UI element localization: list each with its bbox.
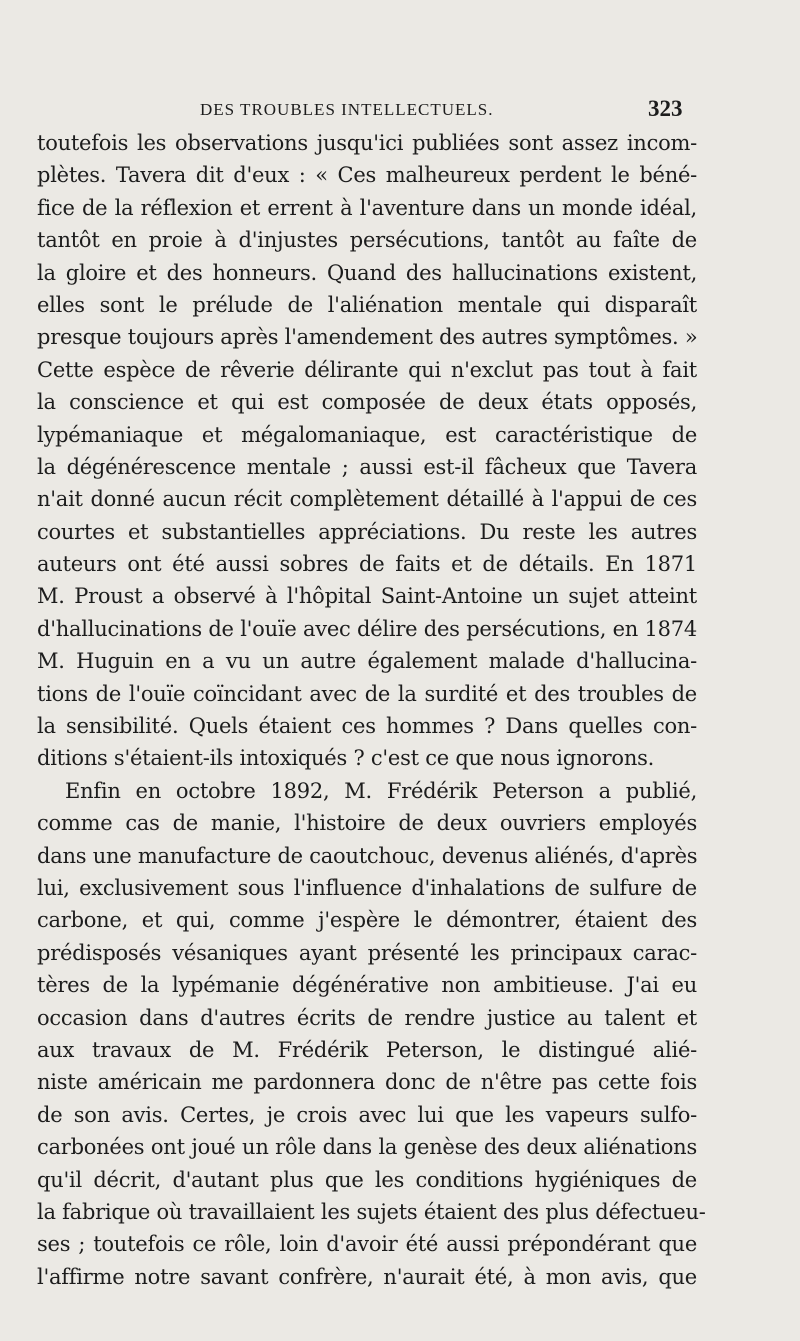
text-line: Cette espèce de rêverie délirante qui n'exclut pas tout à fait xyxy=(37,357,697,382)
text-line: la sensibilité. Quels étaient ces hommes ? Dans quelles con- xyxy=(37,714,697,739)
text-line: ses ; toutefois ce rôle, loin d'avoir été aussi prépondérant que xyxy=(37,1232,697,1257)
text-line: auteurs ont été aussi sobres de faits et de détails. En 1871 xyxy=(37,552,697,577)
text-line: niste américain me pardonnera donc de n'être pas cette fois xyxy=(37,1070,697,1095)
text-line: M. Proust a observé à l'hôpital Saint-Antoine un sujet atteint xyxy=(37,584,697,609)
text-line: toutefois les observations jusqu'ici publiées sont assez incom- xyxy=(37,131,697,155)
text-line: Enfin en octobre 1892, M. Frédérik Peterson a publié, xyxy=(65,778,697,803)
text-line: dans une manufacture de caoutchouc, devenus aliénés, d'après xyxy=(37,843,698,868)
text-line: occasion dans d'autres écrits de rendre justice au talent et xyxy=(37,1005,697,1030)
text-line: l'affirme notre savant confrère, n'aurait été, à mon avis, que xyxy=(37,1264,697,1289)
text-line: carbonées ont joué un rôle dans la genèse des deux aliénations xyxy=(37,1135,697,1160)
text-line: lypémaniaque et mégalomaniaque, est caractéristique de xyxy=(37,422,697,447)
text-line: la conscience et qui est composée de deux états opposés, xyxy=(37,390,697,415)
text-line: lui, exclusivement sous l'influence d'inhalations de sulfure de xyxy=(37,875,697,900)
text-line: elles sont le prélude de l'aliénation mentale qui disparaît xyxy=(37,292,697,317)
text-line: fice de la réflexion et errent à l'aventure dans un monde idéal, xyxy=(37,195,697,220)
text-line: courtes et substantielles appréciations. Du reste les autres xyxy=(37,519,697,544)
text-line: prédisposés vésaniques ayant présenté les principaux carac- xyxy=(37,940,697,965)
text-line: la gloire et des honneurs. Quand des hallucinations existent, xyxy=(37,260,697,285)
text-line: tions de l'ouïe coïncidant avec de la surdité et des troubles de xyxy=(37,681,697,706)
text-line: tantôt en proie à d'injustes persécutions, tantôt au faîte de xyxy=(37,228,697,253)
text-line: carbone, et qui, comme j'espère le démontrer, étaient des xyxy=(37,908,697,933)
body-text xyxy=(37,127,706,1293)
text-line: d'hallucinations de l'ouïe avec délire des persécutions, en 1874 xyxy=(37,616,697,641)
text-line: la fabrique où travaillaient les sujets étaient des plus défectueu- xyxy=(37,1199,706,1224)
text-line: de son avis. Certes, je crois avec lui que les vapeurs sulfo- xyxy=(37,1102,697,1127)
running-head: DES TROUBLES INTELLECTUELS. xyxy=(200,100,494,119)
page-number: 323 xyxy=(648,96,683,121)
text-line: aux travaux de M. Frédérik Peterson, le distingué alié- xyxy=(37,1037,697,1062)
text-line: n'ait donné aucun récit complètement détaillé à l'appui de ces xyxy=(37,487,697,512)
text-line: ditions s'étaient-ils intoxiqués ? c'est ce que nous ignorons. xyxy=(37,746,655,771)
text-line: comme cas de manie, l'histoire de deux ouvriers employés xyxy=(37,811,697,836)
text-line: M. Huguin en a vu un autre également malade d'hallucina- xyxy=(37,649,697,674)
text-line: presque toujours après l'amendement des autres symptômes. » xyxy=(37,325,698,350)
text-line: la dégénérescence mentale ; aussi est-il fâcheux que Tavera xyxy=(37,454,697,479)
text-line: plètes. Tavera dit d'eux : « Ces malheureux perdent le béné- xyxy=(37,163,697,188)
text-line: tères de la lypémanie dégénérative non ambitieuse. J'ai eu xyxy=(37,973,697,998)
text-line: qu'il décrit, d'autant plus que les conditions hygiéniques de xyxy=(37,1167,697,1192)
